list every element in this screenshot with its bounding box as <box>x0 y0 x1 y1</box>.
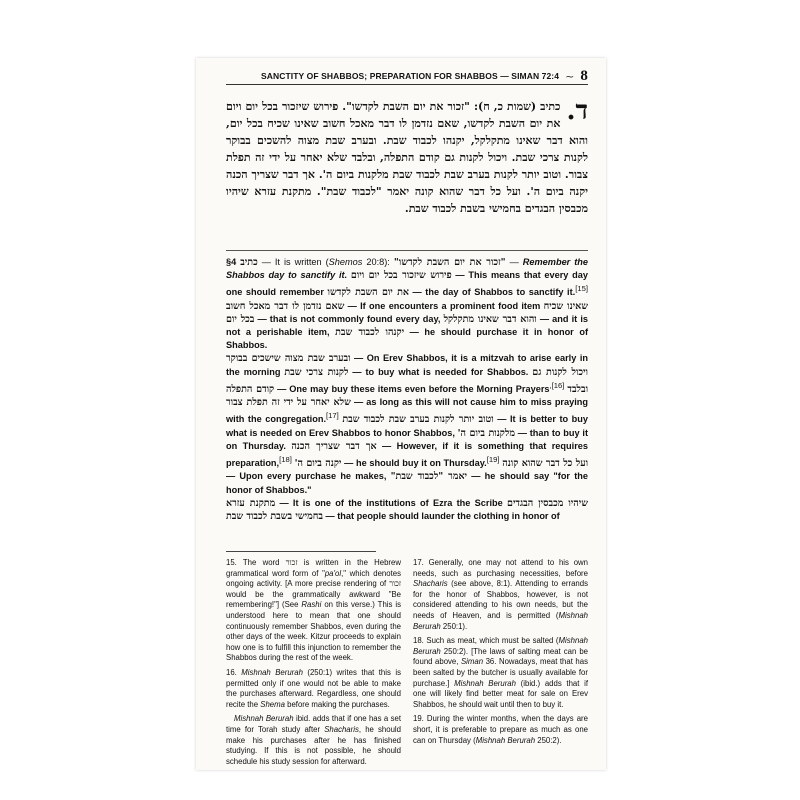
translation-text: — that people should launder the clothing in honor of <box>322 510 560 521</box>
translation-text: — It is written ( <box>257 257 329 267</box>
footnote-text: 250:2). [The laws of salting meat can be found above, <box>413 646 588 667</box>
hebrew-phrase: זכור <box>389 579 401 589</box>
footnote-text: Shacharis <box>413 579 448 589</box>
footnote-ref[interactable]: [17] <box>326 411 339 421</box>
ornament-icon: ~ <box>565 69 575 83</box>
footnote-text: (250:1) writes that this is permitted only if one would not be able to make the purchases afterward. Regardless, one should recite the <box>226 667 401 709</box>
translation-text: — he should say "for the honor of Shabbos." <box>226 471 588 495</box>
footnote-15 <box>226 558 401 664</box>
translation-text: — It is one of the institutions of Ezra the Scribe <box>275 497 508 508</box>
hebrew-paragraph: כתיב (שמות כ, ח): "זכור את יום השבת לקדשו". פירוש שיזכור בכל יום ויום את יום השבת לקדשו, שאם נזדמן לו דבר מאכל חשוב שאינו שכיח בכל יום, והוא דבר שאינו מתקלקל, יקנהו לכבוד שבת. ובערב שבת מצוה להשכים בבוקר לקנות צרכי שבת. ויכול לקנות גם קודם התפלה, ובלבד שלא יאחר על ידי זה תפלת צבור. וטוב יותר לקנות בערב שבת לכבוד שבת מלקנות ביום ה'. אך דבר שצריך הכנה יקנה ביום ה'. ועל כל דבר שהוא קונה יאמר "לכבוד שבת". מתקנת עזרא שיהיו מכבסין הבגדים בחמישי בשבת לכבוד שבת. <box>226 100 588 215</box>
hebrew-phrase: יאמר "לכבוד שבת" <box>390 471 468 483</box>
translation-text: — to buy what is needed for Shabbos. <box>348 366 533 377</box>
hebrew-phrase: וטוב יותר לקנות בערב שבת לכבוד שבת <box>342 414 494 426</box>
hebrew-phrase: שאם נזדמן לו דבר מאכל חשוב <box>226 300 345 312</box>
translation-paragraph-3 <box>226 497 588 523</box>
footnote-text: 19. During the winter months, when the days are short, it is preferable to prepare as much as one can on Thursday ( <box>413 714 588 745</box>
translation-text: Remember the Shabbos day to sanctify it. <box>226 257 589 281</box>
hebrew-phrase: יקנה ביום ה' <box>294 458 342 470</box>
footnote-text: Mishnah Berurah <box>454 678 516 688</box>
translation-paragraph-2 <box>226 352 588 496</box>
translation-text: — he should buy it on Thursday. <box>341 458 487 469</box>
footnote-18 <box>413 636 588 710</box>
footnote-text: (ibid.) adds that if one will likely find better meat for sale on Erev Shabbos, he should wait until then to buy it. <box>413 678 588 709</box>
footnotes <box>226 558 588 766</box>
book-page <box>196 58 606 770</box>
hebrew-phrase: ועל כל דבר שהוא קונה <box>502 458 588 470</box>
translation-text: — If one encounters a prominent food item <box>344 300 544 311</box>
footnote-text: pa'ol <box>324 568 342 578</box>
page-number: 8 <box>580 67 588 84</box>
hebrew-phrase: "זכור את יום השבת לקדשו" <box>393 257 506 268</box>
hebrew-source-text <box>226 98 588 217</box>
footnote-text: Shema <box>260 699 285 709</box>
footnote-text: Shacharis <box>324 724 359 734</box>
hebrew-phrase: אך דבר שצריך הכנה <box>291 440 377 452</box>
footnote-16-continued <box>226 714 401 767</box>
section-divider <box>226 250 588 251</box>
footnote-text: Mishnah Berurah <box>234 714 294 724</box>
footnote-text: Mishnah Berurah <box>413 636 588 656</box>
footnote-text: before making the purchases. <box>284 699 390 709</box>
translation-text: — It is better to buy what is needed on Erev Shabbos to honor Shabbos, <box>226 414 589 438</box>
footnote-text: Rashi <box>301 600 322 610</box>
footnote-text: 16. <box>226 667 242 677</box>
hebrew-phrase: פירוש שיזכור בכל יום ויום <box>350 270 452 282</box>
hebrew-phrase: ובערב שבת מצוה שישכים בבוקר <box>226 353 351 365</box>
footnote-rule <box>226 551 376 552</box>
hebrew-phrase: ובלבד שלא יאחר על ידי זה תפלת צבור <box>226 383 589 409</box>
footnote-text: on this verse.) This is understood here to mean that one should continuously remember Shabbos, even during the other days of the week. Kitzur proceeds to explain how one is to fulfill this injunction to remember the Shabbos during the rest of the week. <box>226 600 401 663</box>
translation-text: — than to buy it on Thursday. <box>226 427 588 451</box>
hebrew-phrase: יקנהו לכבוד שבת <box>335 327 405 339</box>
hebrew-phrase: את יום השבת לקדשו <box>327 287 409 299</box>
hebrew-phrase: זכור <box>285 558 298 567</box>
footnote-19 <box>413 714 588 746</box>
footnote-text: Siman <box>460 657 484 667</box>
hebrew-phrase: והוא דבר שאינו מתקלקל <box>443 313 537 325</box>
translation-text: 20:8): <box>362 257 394 267</box>
translation-text: Prayers <box>515 383 550 394</box>
hebrew-phrase: ויכול לקנות גם קודם התפלה <box>226 366 588 395</box>
footnote-text: 17. Generally, one may not attend to his own needs, such as purchasing necessities, before <box>413 558 588 578</box>
translation-text: Shemos <box>328 257 363 267</box>
footnote-text: 250:1). <box>440 621 468 631</box>
translation-text: — On Erev Shabbos, it is a mitzvah to arise early in the morning <box>226 353 588 377</box>
hebrew-drop-letter: ד. <box>566 96 588 126</box>
footnote-16 <box>226 668 401 710</box>
footnote-text: Mishnah Berurah <box>475 735 536 745</box>
translation-text: — that is not commonly found every day, <box>254 313 444 324</box>
footnote-column-left <box>226 558 401 766</box>
translation-text: — as long as this will not cause him to miss praying with the congregation. <box>226 397 588 425</box>
footnote-text: 36. Nowadays, meat that has been salted by the butcher is usually available for purchase.] <box>413 657 588 688</box>
translation-text: — the day of Shabbos to sanctify it. <box>409 287 576 298</box>
footnote-ref[interactable]: [15] <box>575 284 588 294</box>
footnote-text: would be the grammatically awkward "Be remembering!"] (See <box>226 589 401 610</box>
footnote-column-right <box>413 558 588 762</box>
footnote-text: , he should make his purchases after he has finished studying. If this is not possible, he should schedule his study session for afterward. <box>226 724 401 766</box>
hebrew-phrase: כתיב <box>240 257 258 268</box>
footnote-text: is written in the Hebrew grammatical word form of " <box>226 558 401 578</box>
footnote-text: ibid. adds that if one has a set time for Torah study after <box>226 714 401 734</box>
footnote-text: Mishnah Berurah <box>413 610 588 631</box>
running-title: SANCTITY OF SHABBOS; PREPARATION FOR SHABBOS — SIMAN 72:4 <box>261 71 560 81</box>
translation-text: — This means that every day one should remember <box>226 270 588 298</box>
hebrew-phrase: לקנות צרכי שבת <box>284 366 349 378</box>
footnote-text: 250:2). <box>535 735 562 745</box>
footnote-text: Mishnah Berurah <box>241 667 303 677</box>
translation-text: — Upon every purchase he makes, <box>226 471 391 482</box>
footnote-text: 18. Such as meat, which must be salted ( <box>413 636 559 646</box>
translation-text: — However, if it is something that requires preparation, <box>226 440 588 469</box>
running-head <box>226 68 588 85</box>
hebrew-phrase: מלקנות ביום ה' <box>457 427 515 439</box>
footnote-17 <box>413 558 588 632</box>
translation-block <box>226 256 588 523</box>
translation-paragraph-1 <box>226 256 588 352</box>
hebrew-phrase: מתקנת עזרא <box>226 497 276 509</box>
section-number: §4 <box>226 257 237 267</box>
translation-text: — he should purchase it in honor of Shabbos. <box>226 327 589 351</box>
footnote-text: (see above, 8:1). Attending to errands for the honor of Shabbos, however, is not considered attending to his own needs, but the needs of Heaven, and is permitted ( <box>413 579 588 620</box>
footnote-ref[interactable]: ,[16] <box>549 380 565 390</box>
footnote-text: 15. The word <box>226 558 286 567</box>
hebrew-phrase: שאינו שכיח בכל יום <box>226 300 588 325</box>
hebrew-phrase: שיהיו מכבסין הבגדים בחמישי בשבת לכבוד שבת <box>226 497 588 522</box>
translation-text: — and it is not a perishable item, <box>226 313 588 338</box>
footnote-ref[interactable]: [18] <box>279 455 292 465</box>
footnote-text: ," which denotes ongoing activity. [A more precise rendering of <box>226 568 401 589</box>
footnote-ref[interactable]: [19] <box>486 455 500 465</box>
translation-text: — One may buy these items even before the Morning <box>274 383 516 394</box>
translation-text: — <box>505 257 523 267</box>
